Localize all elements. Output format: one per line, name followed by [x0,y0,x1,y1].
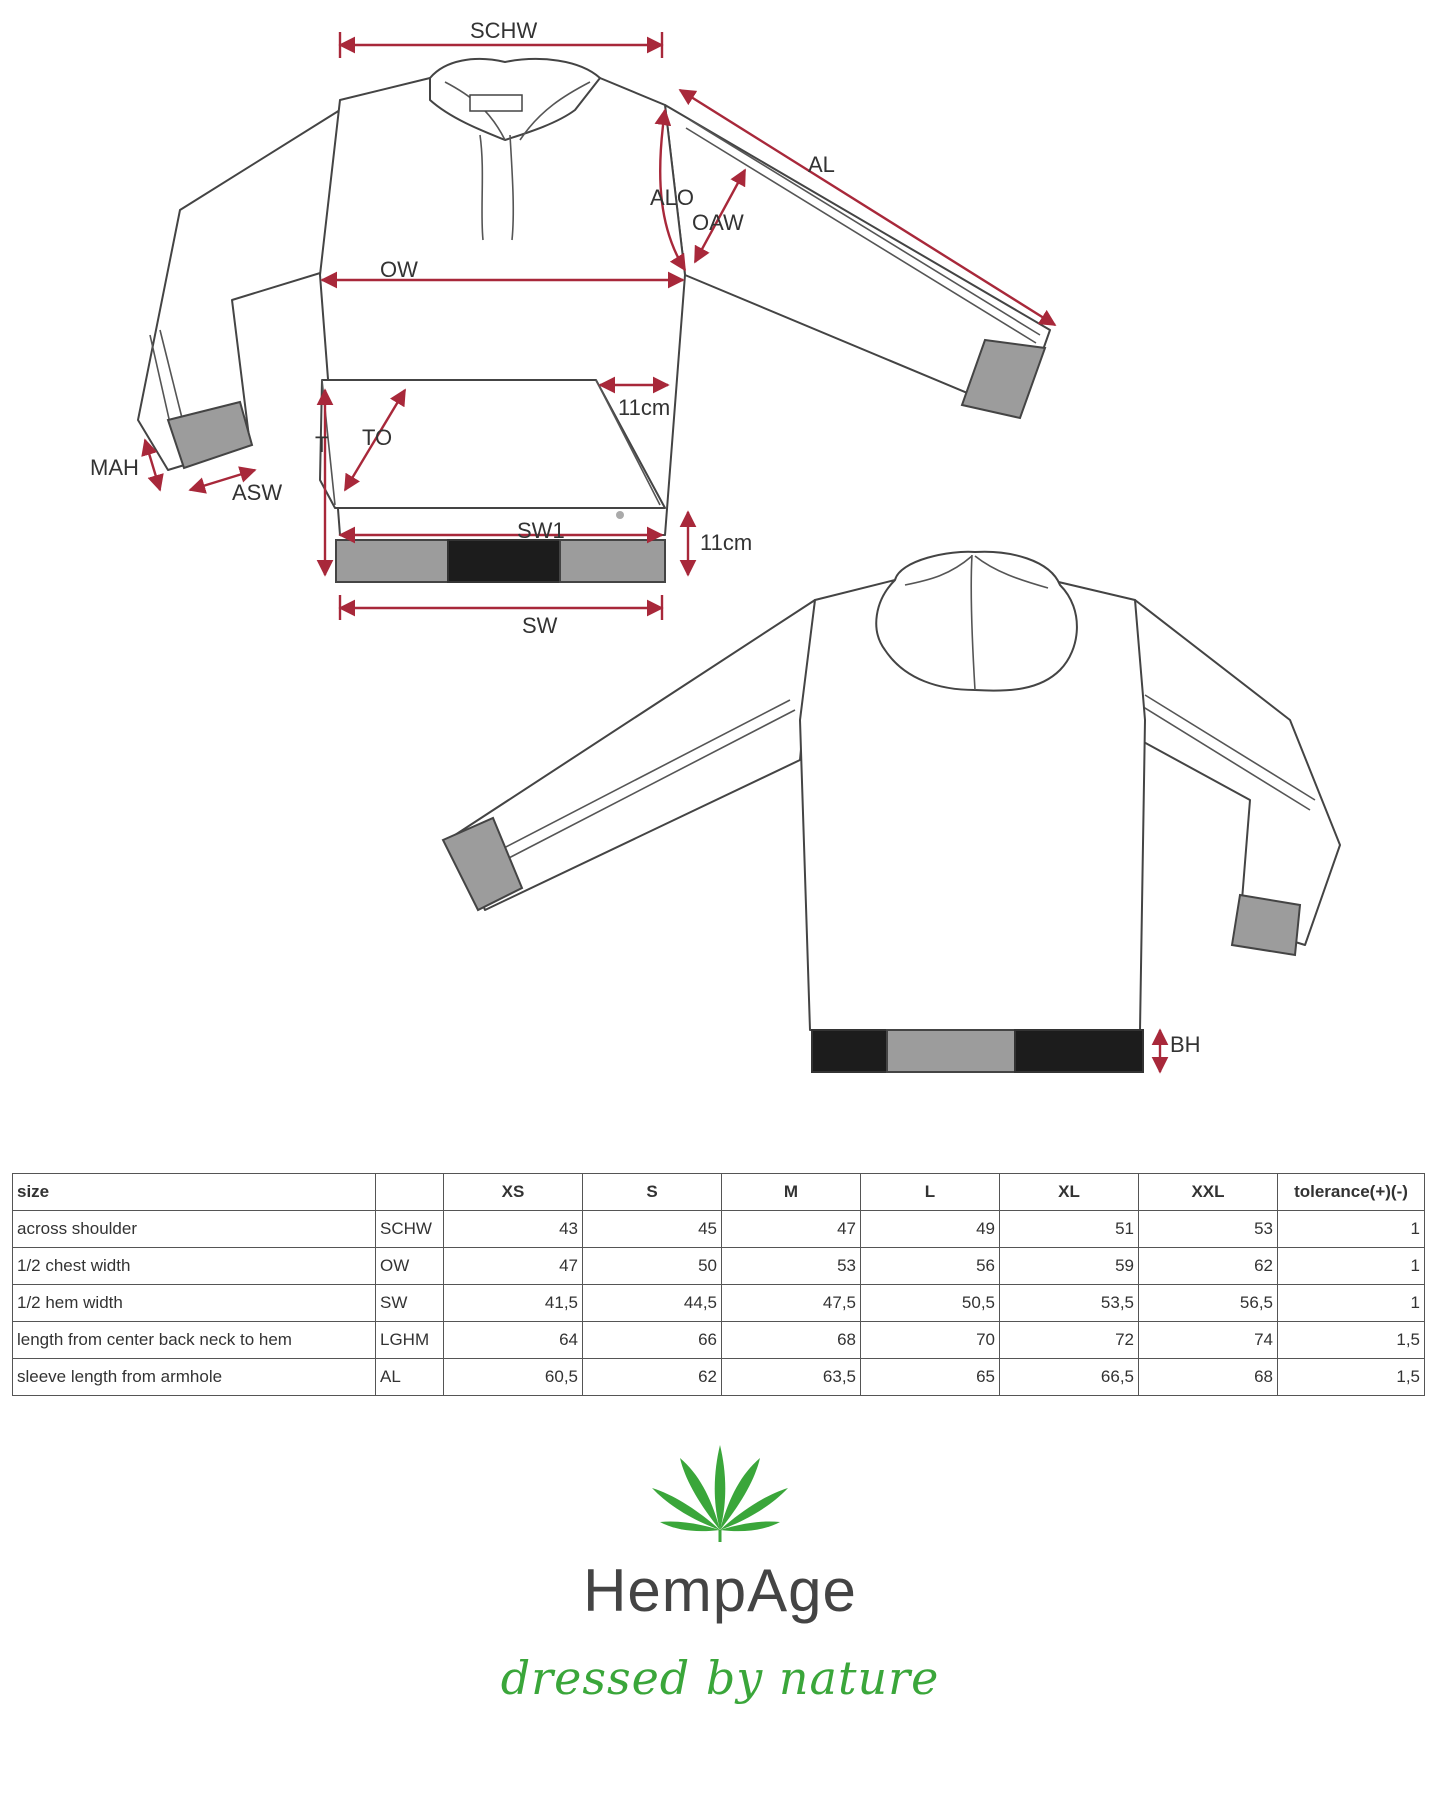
front-hem-right [560,540,665,582]
cell-tolerance: 1,5 [1278,1322,1425,1359]
row-label: length from center back neck to hem [13,1322,376,1359]
cell-value: 56 [861,1248,1000,1285]
cell-value: 50,5 [861,1285,1000,1322]
header-xxl: XXL [1139,1174,1278,1211]
cell-value: 49 [861,1211,1000,1248]
row-code: LGHM [376,1322,444,1359]
cell-value: 70 [861,1322,1000,1359]
cell-value: 53 [1139,1211,1278,1248]
cell-value: 60,5 [444,1359,583,1396]
cell-value: 50 [583,1248,722,1285]
row-label: sleeve length from armhole [13,1359,376,1396]
label-to: TO [362,425,393,450]
cell-tolerance: 1 [1278,1211,1425,1248]
header-xl: XL [1000,1174,1139,1211]
cell-value: 65 [861,1359,1000,1396]
table-row [13,1211,1425,1248]
back-right-cuff [1232,895,1300,955]
neck-label-tag [470,95,522,111]
row-code: SW [376,1285,444,1322]
cell-value: 64 [444,1322,583,1359]
table-row [13,1359,1425,1396]
front-hem-left [336,540,448,582]
label-schw: SCHW [470,18,538,43]
table-row [13,1322,1425,1359]
cell-tolerance: 1 [1278,1248,1425,1285]
cell-value: 56,5 [1139,1285,1278,1322]
cell-value: 43 [444,1211,583,1248]
label-bh: BH [1170,1032,1201,1057]
cell-value: 53,5 [1000,1285,1139,1322]
row-code: OW [376,1248,444,1285]
table-row [13,1248,1425,1285]
brand-tagline: dressed by nature [500,1651,940,1705]
cell-value: 59 [1000,1248,1139,1285]
cell-value: 68 [1139,1359,1278,1396]
brand-logo [0,1470,1440,1705]
cell-tolerance: 1,5 [1278,1359,1425,1396]
header-tolerance: tolerance(+)(-) [1278,1174,1425,1211]
cell-value: 51 [1000,1211,1139,1248]
back-hem-right [1015,1030,1143,1072]
cell-value: 45 [583,1211,722,1248]
label-alo: ALO [650,185,695,210]
cell-value: 47,5 [722,1285,861,1322]
front-hem-center [448,540,560,582]
table-row [13,1285,1425,1322]
header-m: M [722,1174,861,1211]
row-code: AL [376,1359,444,1396]
cell-value: 47 [444,1248,583,1285]
brand-name: HempAge [583,1557,857,1624]
cell-value: 74 [1139,1322,1278,1359]
cell-value: 63,5 [722,1359,861,1396]
header-l: L [861,1174,1000,1211]
label-11cm-pocket: 11cm [618,395,671,420]
label-sw: SW [522,613,558,638]
cell-value: 62 [1139,1248,1278,1285]
label-al: AL [808,152,835,177]
cell-value: 66,5 [1000,1359,1139,1396]
back-hem-center [887,1030,1015,1072]
cell-value: 72 [1000,1322,1139,1359]
back-hem-left [812,1030,887,1072]
header-xs: XS [444,1174,583,1211]
label-t: T [315,432,329,457]
table-header-row [13,1174,1425,1211]
row-label: 1/2 chest width [13,1248,376,1285]
size-chart-table [12,1173,1425,1396]
row-label: across shoulder [13,1211,376,1248]
label-mah: MAH [90,455,139,480]
label-ow: OW [380,257,418,282]
label-sw1: SW1 [517,518,565,543]
cell-value: 66 [583,1322,722,1359]
label-11cm-hem: 11cm [700,530,753,555]
header-s: S [583,1174,722,1211]
header-code [376,1174,444,1211]
cell-value: 68 [722,1322,861,1359]
header-size: size [13,1174,376,1211]
row-label: 1/2 hem width [13,1285,376,1322]
back-hoodie-drawing [443,552,1340,1072]
cell-value: 41,5 [444,1285,583,1322]
label-asw: ASW [232,480,283,505]
cell-tolerance: 1 [1278,1285,1425,1322]
row-code: SCHW [376,1211,444,1248]
cell-value: 47 [722,1211,861,1248]
cell-value: 53 [722,1248,861,1285]
cell-value: 44,5 [583,1285,722,1322]
label-oaw: OAW [692,210,744,235]
cell-value: 62 [583,1359,722,1396]
